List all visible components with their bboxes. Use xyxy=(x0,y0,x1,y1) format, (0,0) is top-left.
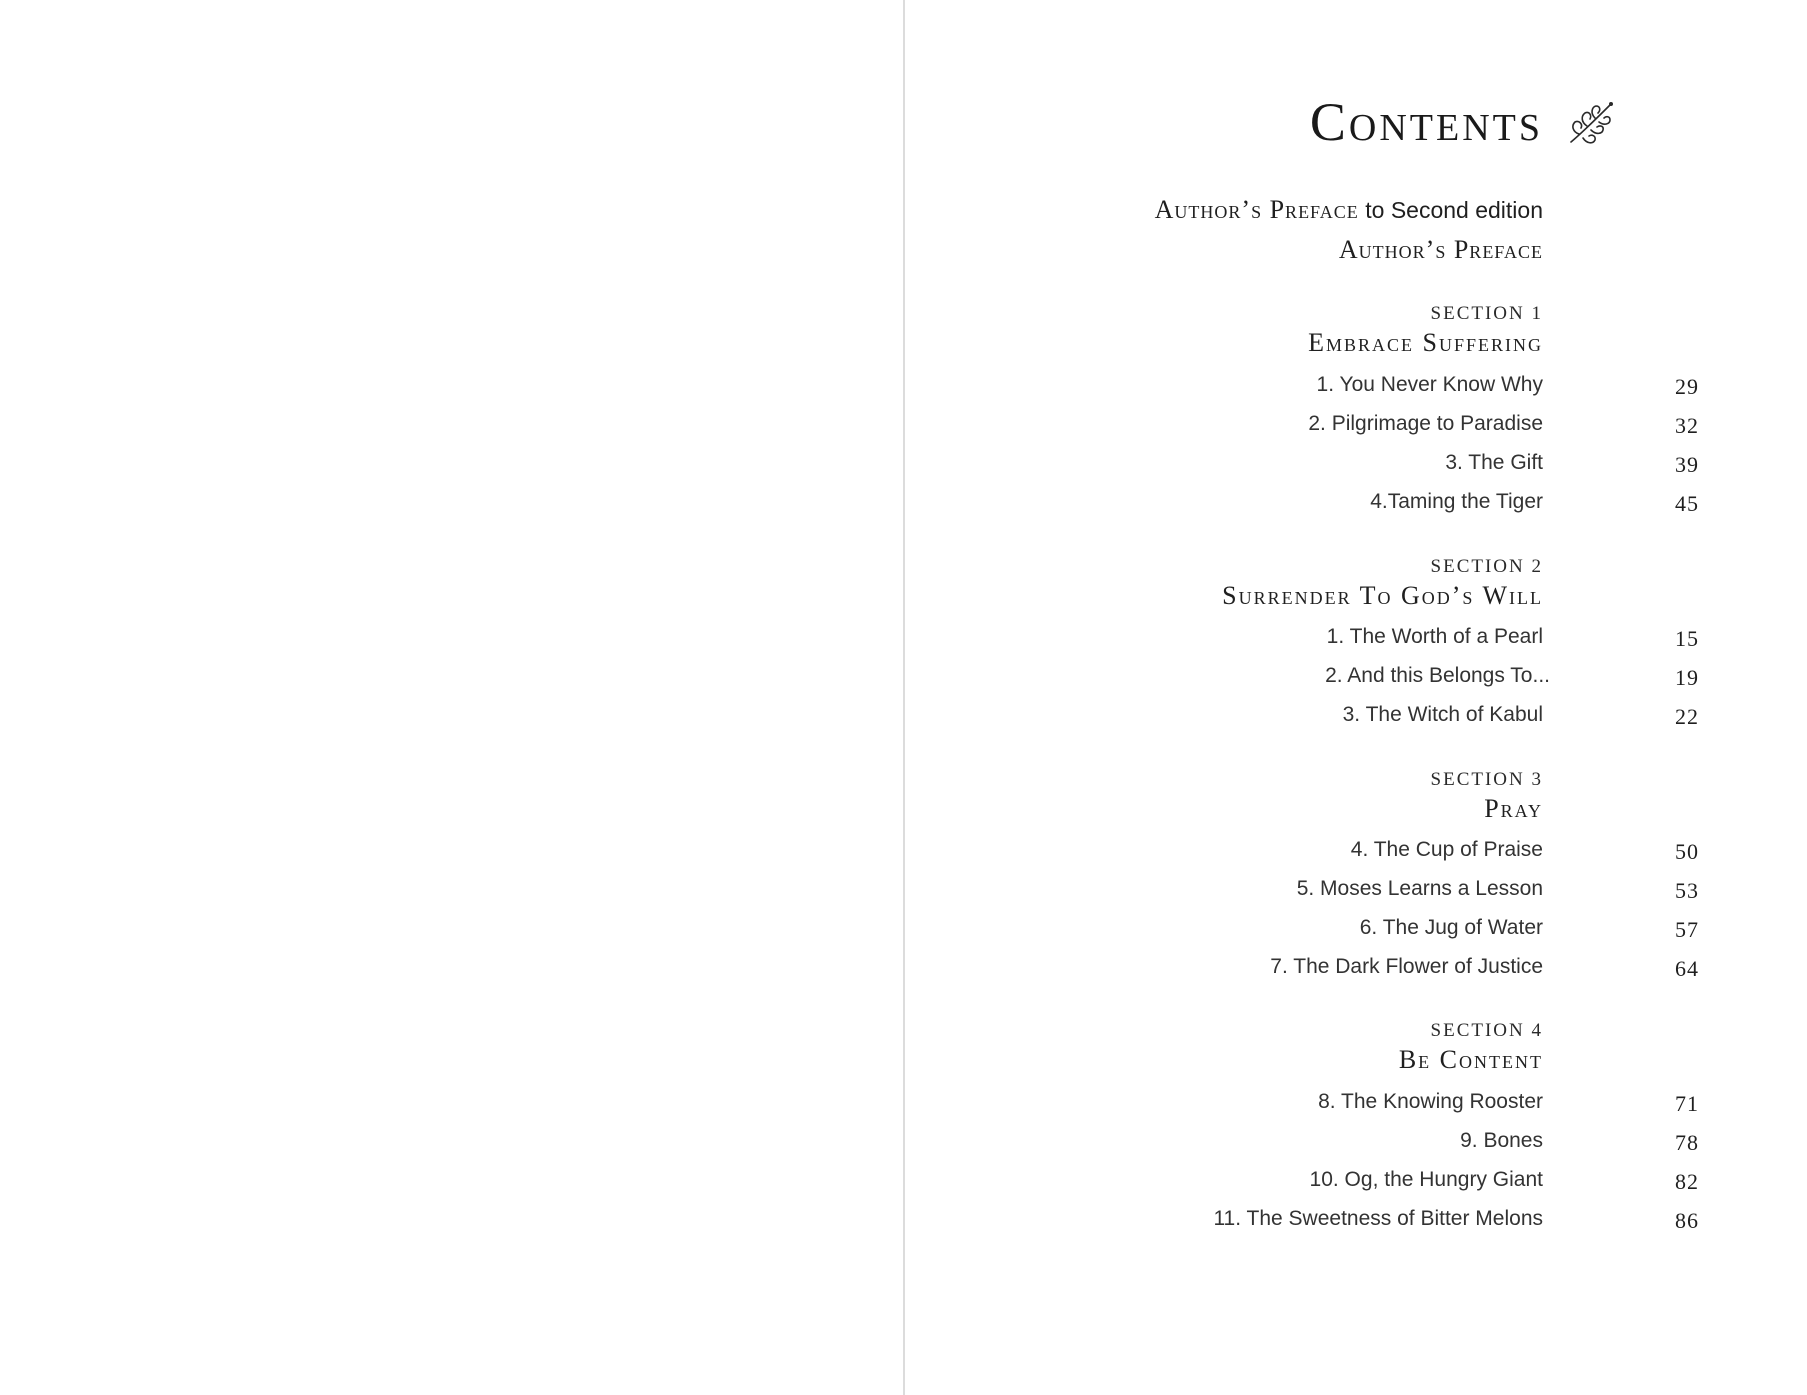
toc-page-number: 22 xyxy=(1675,704,1699,729)
toc-page-number: 57 xyxy=(1675,917,1699,942)
left-page xyxy=(0,0,903,1395)
toc-page-number: 32 xyxy=(1675,413,1699,438)
section-label: SECTION 1 xyxy=(1430,303,1543,324)
toc-page-number: 53 xyxy=(1675,878,1699,903)
title-row xyxy=(905,90,1807,160)
section-label: SECTION 4 xyxy=(1430,1020,1543,1041)
toc-page-number: 78 xyxy=(1675,1130,1699,1155)
toc-page-number: 82 xyxy=(1675,1169,1699,1194)
toc-entry[interactable]: 7. The Dark Flower of Justice xyxy=(1270,955,1543,978)
preface-subtitle: to Second edition xyxy=(1365,197,1543,223)
toc-page-number: 39 xyxy=(1675,452,1699,477)
section-label: SECTION 3 xyxy=(1430,769,1543,790)
toc-entry[interactable]: 4.Taming the Tiger xyxy=(1370,490,1543,513)
right-page xyxy=(905,0,1807,1395)
toc-page-number: 19 xyxy=(1675,665,1699,690)
section-label: SECTION 2 xyxy=(1430,556,1543,577)
toc-entry[interactable]: 3. The Witch of Kabul xyxy=(1342,703,1543,726)
section-title: Surrender To God’s Will xyxy=(1222,581,1543,610)
toc-entry[interactable]: 5. Moses Learns a Lesson xyxy=(1296,877,1543,900)
toc-page-number: 64 xyxy=(1675,956,1699,981)
section-title: Embrace Suffering xyxy=(1308,328,1543,357)
toc-entry[interactable]: 10. Og, the Hungry Giant xyxy=(1309,1168,1543,1191)
toc-entry[interactable]: 11. The Sweetness of Bitter Melons xyxy=(1213,1207,1543,1230)
toc-page-number: 71 xyxy=(1675,1091,1699,1116)
toc-page-number: 15 xyxy=(1675,626,1699,651)
preface-heading: Author’s Preface xyxy=(1338,235,1543,264)
preface-heading: Author’s Preface xyxy=(1154,195,1359,224)
toc-page-number: 45 xyxy=(1675,491,1699,516)
prefaces-block xyxy=(1155,190,1543,269)
preface-link[interactable] xyxy=(1155,230,1543,269)
toc-entry[interactable]: 9. Bones xyxy=(1460,1129,1543,1152)
floral-flourish-icon xyxy=(1565,98,1617,150)
toc-page-number: 29 xyxy=(1675,374,1699,399)
toc-entry[interactable]: 8. The Knowing Rooster xyxy=(1318,1090,1543,1113)
toc-entry[interactable]: 3. The Gift xyxy=(1445,451,1543,474)
section-title: Be Content xyxy=(1398,1045,1543,1074)
page-title: Contents xyxy=(1309,92,1543,152)
toc-entry[interactable]: 1. The Worth of a Pearl xyxy=(1326,625,1543,648)
toc-page-number: 50 xyxy=(1675,839,1699,864)
toc-page-number: 86 xyxy=(1675,1208,1699,1233)
section-title: Pray xyxy=(1484,794,1543,823)
toc-entry[interactable]: 1. You Never Know Why xyxy=(1316,373,1543,396)
toc-entry[interactable]: 4. The Cup of Praise xyxy=(1350,838,1543,861)
preface-second-edition-link[interactable] xyxy=(1155,190,1543,230)
toc-entry[interactable]: 2. Pilgrimage to Paradise xyxy=(1308,412,1543,435)
toc-entry[interactable]: 2. And this Belongs To... xyxy=(1325,664,1550,687)
toc-entry[interactable]: 6. The Jug of Water xyxy=(1359,916,1543,939)
